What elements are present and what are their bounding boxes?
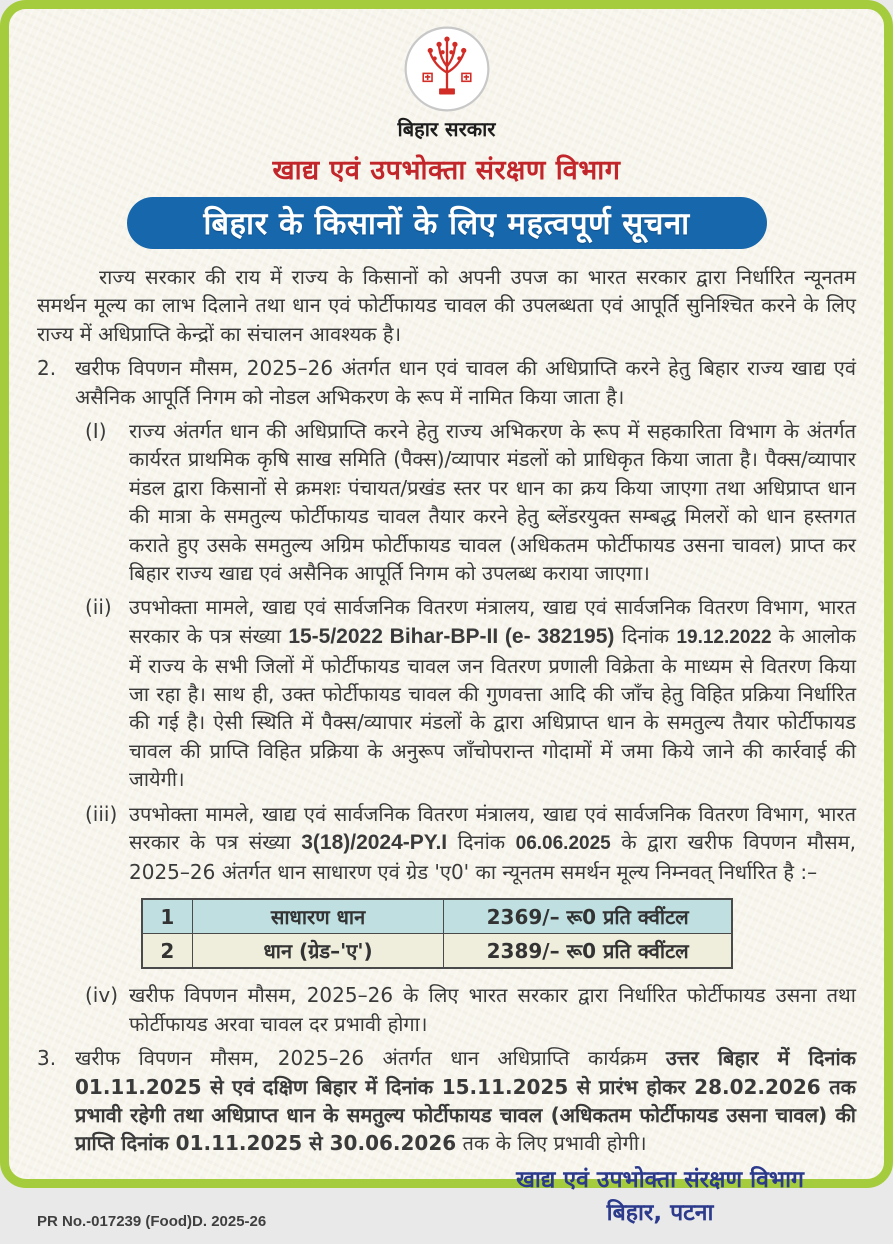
item-3 (37, 1044, 856, 1158)
item-3-text (75, 1044, 856, 1158)
row2-rate: 2389/– रू0 प्रति क्वींटल (444, 934, 732, 969)
signature-block (516, 1164, 804, 1231)
text-segment: तक के लिए प्रभावी होगी। (456, 1131, 647, 1156)
msp-rate-table (141, 898, 733, 969)
signature-location: बिहार, पटना (606, 1200, 714, 1227)
item-ii (85, 593, 856, 793)
item-2-text (75, 354, 856, 411)
text-segment: राज्य सरकार की राय में राज्य के किसानों को अपनी उपज का भारत सरकार द्वारा निर्धारित न्यूनतम समर्थन मूल्य का लाभ दिलाने तथा धान एवं फोर्टीफायड चावल की उपलब्धता एवं आपूर्ति सुनिश्चित करने के लिए राज्य में अधिप्राप्ति केन्द्रों का संचालन आवश्यक है। (37, 265, 856, 346)
text-segment: 3(18)/2024-PY.I (301, 831, 448, 854)
pr-number: PR No.-017239 (Food)D. 2025-26 (37, 1213, 267, 1231)
table-row (142, 899, 732, 934)
item-iv-text (129, 981, 856, 1038)
text-segment: 19.12.2022 (676, 626, 772, 648)
intro-paragraph (37, 263, 856, 348)
text-segment: उपभोक्ता मामले, खाद्य एवं सार्वजनिक वितरण मंत्रालय, खाद्य एवं सार्वजनिक वितरण विभाग, भारत सरकार के पत्र संख्या (129, 801, 856, 854)
item-3-marker: 3. (37, 1046, 57, 1071)
text-segment: उपभोक्ता मामले, खाद्य एवं सार्वजनिक वितरण मंत्रालय, खाद्य एवं सार्वजनिक वितरण विभाग, भारत सरकार के पत्र संख्या (129, 595, 856, 648)
row2-serial: 2 (142, 934, 192, 969)
item-I (85, 417, 856, 587)
bihar-government-emblem-icon (403, 25, 491, 113)
row2-paddy-type: धान (ग्रेड–'ए') (192, 934, 444, 969)
banner-title: बिहार के किसानों के लिए महत्वपूर्ण सूचना (203, 206, 690, 242)
notice-header (9, 9, 884, 249)
text-segment: के आलोक में राज्य के सभी जिलों में फोर्टीफायड चावल जन वितरण प्रणाली विक्रेता के माध्यम से वितरण किया जा रहा है। साथ ही, उक्त फोर्टीफायड चावल की गुणवत्ता आदि की जाँच हेतु विहित प्रक्रिया निर्धारित की गई है। ऐसी स्थिति में पैक्स/व्यापार मंडलों के द्वारा अधिप्राप्त धान के समतुल्य तैयार फोर्टीफायड चावल की प्राप्ति विहित प्रक्रिया के अनुरूप जाँचोपरान्त गोदामों में जमा किये जाने की कार्रवाई की जायेगी। (129, 623, 856, 792)
signature-department: खाद्य एवं उपभोक्ता संरक्षण विभाग (516, 1166, 804, 1193)
notice-footer (9, 1164, 884, 1244)
emblem-caption: बिहार सरकार (397, 117, 496, 141)
text-segment: 15-5/2022 Bihar-BP-II (e- 382195) (288, 624, 615, 648)
text-segment: खरीफ विपणन मौसम, 2025–26 के लिए भारत सरकार द्वारा निर्धारित फोर्टीफायड उसना तथा फोर्टीफायड अरवा चावल दर प्रभावी होगा। (129, 983, 856, 1036)
row1-paddy-type: साधारण धान (192, 899, 444, 934)
text-segment: के द्वारा खरीफ विपणन मौसम, 2025–26 अंतर्गत धान साधारण एवं ग्रेड 'ए0' का न्यूनतम समर्थन मूल्य निम्नवत् निर्धारित है :– (129, 830, 856, 884)
text-segment: खरीफ विपणन मौसम, 2025–26 अंतर्गत धान एवं चावल की अधिप्राप्ति करने हेतु बिहार राज्य खाद्य एवं असैनिक आपूर्ति निगम को नोडल अभिकरण के रूप में नामित किया जाता है। (75, 356, 856, 409)
text-segment: दिनांक (447, 830, 516, 854)
item-ii-marker: (ii) (85, 595, 112, 620)
text-segment: राज्य अंतर्गत धान की अधिप्राप्ति करने हेतु राज्य अभिकरण के रूप में सहकारिता विभाग के अंतर्गत कार्यरत प्राथमिक कृषि साख समिति (पैक्स)/व्यापार मंडलों को प्राधिकृत किया जाता है। पैक्स/व्यापार मंडल द्वारा किसानों से क्रमशः पंचायत/प्रखंड स्तर पर धान का क्रय किया जाएगा तथा अधिप्राप्त धान की मात्रा के समतुल्य फोर्टीफायड चावल तैयार करने हेतु ब्लेंडरयुक्त सम्बद्ध मिलरों को धान हस्तगत कराते हुए उसके समतुल्य अग्रिम फोर्टीफायड चावल (अधिकतम फोर्टीफायड उसना चावल) प्राप्त कर बिहार राज्य खाद्य एवं असैनिक आपूर्ति निगम को उपलब्ध कराया जाएगा। (129, 418, 856, 585)
item-I-marker: (I) (85, 418, 107, 443)
item-iii-text (129, 800, 856, 887)
row1-rate: 2369/– रू0 प्रति क्वींटल (444, 899, 732, 934)
table-row (142, 934, 732, 969)
text-segment: 06.06.2025 (515, 833, 611, 854)
item-iv-marker: (iv) (85, 983, 118, 1008)
item-I-text (129, 417, 856, 587)
department-title: खाद्य एवं उपभोक्ता संरक्षण विभाग (272, 155, 621, 186)
banner (127, 197, 767, 249)
item-iv (85, 981, 856, 1038)
item-2-marker: 2. (37, 356, 57, 381)
notice-body (9, 249, 884, 1164)
item-ii-text (129, 593, 856, 793)
item-iii-marker: (iii) (85, 801, 118, 826)
item-2 (37, 354, 856, 411)
item-iii (85, 800, 856, 887)
row1-serial: 1 (142, 899, 192, 934)
text-segment: दिनांक (614, 623, 677, 648)
text-segment: खरीफ विपणन मौसम, 2025–26 अंतर्गत धान अधिप्राप्ति कार्यक्रम (75, 1046, 666, 1071)
text-segment: उत्तर बिहार में दिनांक 01.11.2025 से एवं दक्षिण बिहार में दिनांक 15.11.2025 से प्रारंभ होकर 28.02.2026 तक प्रभावी रहेगी तथा अधिप्राप्त धान के समतुल्य फोर्टीफायड चावल (अधिकतम फोर्टीफायड उसना चावल) की प्राप्ति दिनांक 01.11.2025 से 30.06.2026 (75, 1046, 856, 1156)
